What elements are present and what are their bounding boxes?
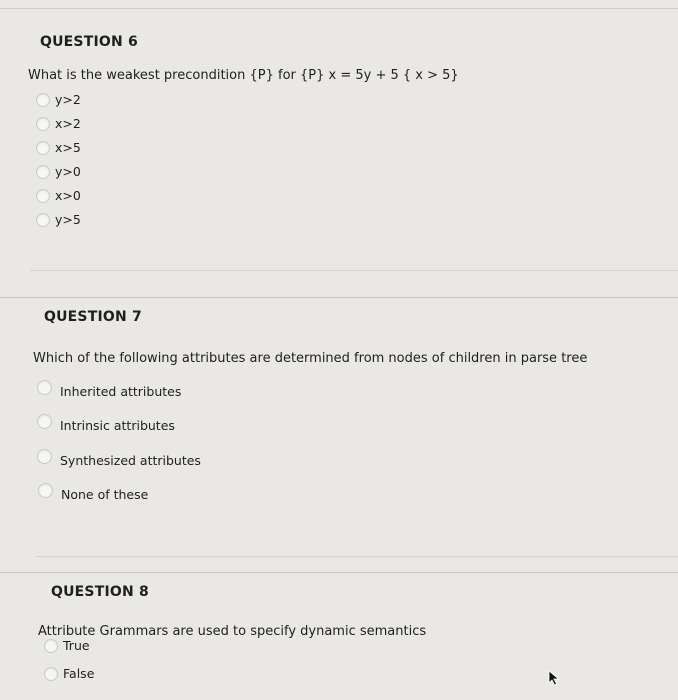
q6-option-5[interactable] — [36, 212, 81, 227]
question-7-divider — [36, 556, 678, 557]
q6-option-label: x>2 — [55, 116, 81, 131]
q6-option-4[interactable] — [36, 188, 81, 203]
radio-button[interactable] — [36, 117, 50, 131]
radio-button[interactable] — [37, 414, 52, 429]
question-8-text: Attribute Grammars are used to specify dynamic semantics — [38, 624, 427, 639]
q6-option-0[interactable] — [36, 92, 81, 107]
radio-button[interactable] — [38, 483, 53, 498]
section-divider — [0, 572, 678, 573]
q6-option-3[interactable] — [36, 164, 81, 179]
q7-option-3[interactable] — [38, 483, 148, 502]
q8-option-0[interactable] — [44, 638, 90, 653]
radio-button[interactable] — [36, 165, 50, 179]
q8-option-1[interactable] — [44, 666, 94, 681]
question-7-text: Which of the following attributes are determined from nodes of children in parse tree — [33, 351, 588, 366]
q7-option-label: Synthesized attributes — [60, 453, 201, 468]
q7-option-label: Intrinsic attributes — [60, 418, 175, 433]
q7-option-0[interactable] — [37, 380, 181, 399]
radio-button[interactable] — [36, 141, 50, 155]
top-divider — [0, 8, 678, 9]
question-7-title: QUESTION 7 — [44, 309, 142, 325]
question-6-title: QUESTION 6 — [40, 34, 138, 50]
radio-button[interactable] — [44, 639, 58, 653]
radio-button[interactable] — [36, 189, 50, 203]
q7-option-label: None of these — [61, 487, 149, 502]
q6-option-2[interactable] — [36, 140, 81, 155]
q6-option-label: x>0 — [55, 188, 81, 203]
q7-option-label: Inherited attributes — [60, 384, 182, 399]
question-6-divider — [30, 270, 678, 271]
q6-option-1[interactable] — [36, 116, 81, 131]
q6-option-label: y>0 — [55, 164, 81, 179]
q6-option-label: y>2 — [55, 92, 81, 107]
radio-button[interactable] — [37, 380, 52, 395]
radio-button[interactable] — [37, 449, 52, 464]
q7-option-2[interactable] — [37, 449, 201, 468]
q8-option-label: False — [63, 666, 95, 681]
radio-button[interactable] — [36, 93, 50, 107]
section-divider — [0, 297, 678, 298]
question-8-title: QUESTION 8 — [51, 584, 149, 600]
q8-option-label: True — [63, 638, 90, 653]
question-6-text: What is the weakest precondition {P} for {P} x = 5y + 5 { x > 5} — [28, 68, 459, 83]
radio-button[interactable] — [36, 213, 50, 227]
q6-option-label: y>5 — [55, 212, 81, 227]
mouse-cursor-icon — [548, 670, 562, 686]
q7-option-1[interactable] — [37, 414, 175, 433]
radio-button[interactable] — [44, 667, 58, 681]
q6-option-label: x>5 — [55, 140, 81, 155]
